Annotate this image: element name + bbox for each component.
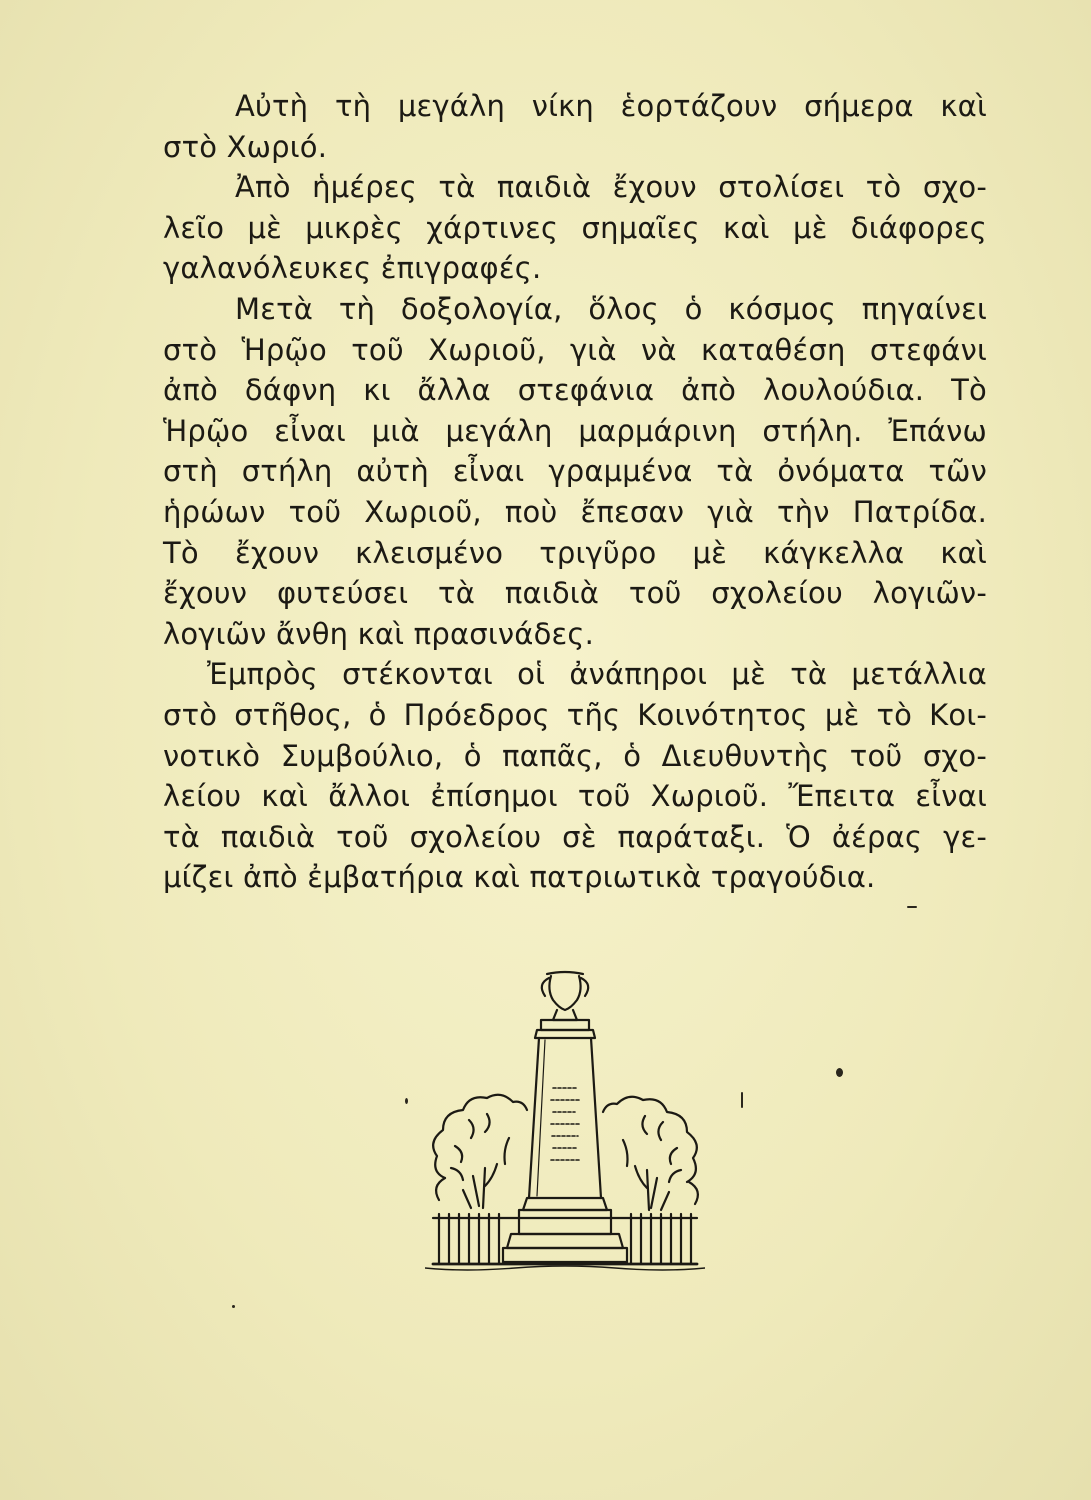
text-line: Ἀπὸ ἡμέρες τὰ παιδιὰ ἔχουν στολίσει τὸ σχο-	[235, 170, 987, 205]
page-text	[163, 86, 987, 898]
text-line: λείου καὶ ἄλλοι ἐπίσημοι τοῦ Χωριοῦ. Ἔπειτα εἶναι	[163, 779, 987, 814]
urn	[541, 972, 589, 1030]
scan-speck	[232, 1305, 235, 1308]
text-line: Ἡρῷο εἶναι μιὰ μεγάλη μαρμάρινη στήλη. Ἐπάνω	[163, 413, 987, 448]
scan-speck	[907, 906, 917, 908]
text-line: γαλανόλευκες ἐπιγραφές.	[163, 251, 542, 286]
text-line: λεῖο μὲ μικρὲς χάρτινες σημαῖες καὶ μὲ διάφορες	[163, 210, 987, 245]
trees-left	[433, 1095, 527, 1208]
text-line: τὰ παιδιὰ τοῦ σχολείου σὲ παράταξι. Ὁ ἀέρας γε-	[163, 819, 987, 854]
text-line: Μετὰ τὴ δοξολογία, ὅλος ὁ κόσμος πηγαίνει	[235, 291, 987, 326]
scan-speck	[405, 1098, 408, 1104]
scan-speck	[741, 1092, 743, 1108]
text-line: νοτικὸ Συμβούλιο, ὁ παπᾶς, ὁ Διευθυντὴς τοῦ σχο-	[163, 738, 987, 773]
trees-right	[603, 1097, 698, 1210]
obelisk	[503, 1030, 627, 1262]
text-line: Αὐτὴ τὴ μεγάλη νίκη ἑορτάζουν σήμερα καὶ	[235, 89, 987, 123]
text-line: ἀπὸ δάφνη κι ἄλλα στεφάνια ἀπὸ λουλούδια. Τὸ	[163, 373, 987, 408]
text-line: στὸ στῆθος, ὁ Πρόεδρος τῆς Κοινότητος μὲ τὸ Κοι-	[163, 697, 987, 732]
text-line: στὸ Ἡρῷο τοῦ Χωριοῦ, γιὰ νὰ καταθέση στεφάνι	[163, 332, 987, 367]
text-line: Τὸ ἔχουν κλεισμένο τριγῦρο μὲ κάγκελλα καὶ	[163, 535, 987, 570]
text-line: στὸ Χωριό.	[163, 129, 328, 164]
text-line: Ἐμπρὸς στέκονται οἱ ἀνάπηροι μὲ τὰ μετάλλια	[207, 657, 987, 692]
scan-speck	[836, 1068, 843, 1077]
text-line: λογιῶν ἄνθη καὶ πρασινάδες.	[163, 616, 595, 651]
text-line: μίζει ἀπὸ ἐμβατήρια καὶ πατριωτικὰ τραγούδια.	[163, 860, 876, 895]
fence	[433, 1214, 697, 1264]
text-line: στὴ στήλη αὐτὴ εἶναι γραμμένα τὰ ὀνόματα τῶν	[163, 454, 987, 489]
text-line: ἔχουν φυτεύσει τὰ παιδιὰ τοῦ σχολείου λογιῶν-	[163, 576, 987, 611]
war-memorial-illustration	[425, 968, 705, 1300]
text-line: ἡρώων τοῦ Χωριοῦ, ποὺ ἔπεσαν γιὰ τὴν Πατρίδα.	[163, 494, 987, 529]
